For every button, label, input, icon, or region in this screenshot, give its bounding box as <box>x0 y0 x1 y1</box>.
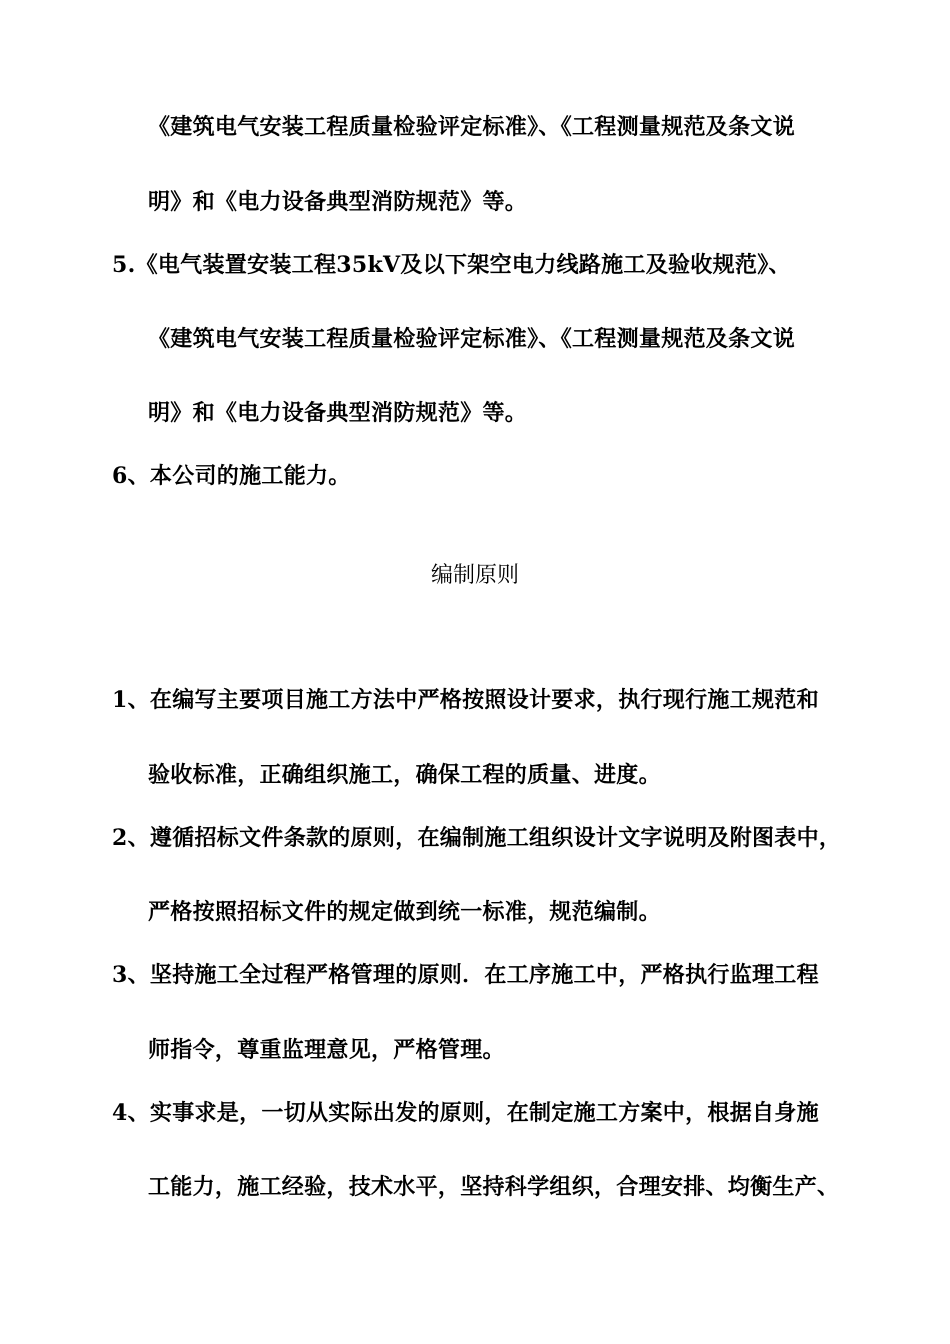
list-item-3: 3、坚持施工全过程严格管理的原则．在工序施工中，严格执行监理工程 <box>112 962 819 988</box>
list-item-2: 2、遵循招标文件条款的原则，在编制施工组织设计文字说明及附图表中， <box>112 825 842 851</box>
list-item-6: 6、本公司的施工能力。 <box>112 463 351 489</box>
list-item-1: 1、在编写主要项目施工方法中严格按照设计要求，执行现行施工规范和 <box>112 687 819 713</box>
paragraph-line: 《建筑电气安装工程质量检验评定标准》、《工程测量规范及条文说 <box>148 326 796 352</box>
paragraph-line: 工能力，施工经验，技术水平，坚持科学组织，合理安排、均衡生产、 <box>148 1174 840 1200</box>
paragraph-line: 师指令，尊重监理意见，严格管理。 <box>148 1037 505 1063</box>
list-item-5: 5.《电气装置安装工程35kV及以下架空电力线路施工及验收规范》、 <box>112 252 791 278</box>
list-item-4: 4、实事求是，一切从实际出发的原则，在制定施工方案中，根据自身施 <box>112 1100 819 1126</box>
paragraph-line: 明》和《电力设备典型消防规范》等。 <box>148 189 528 215</box>
paragraph-line: 明》和《电力设备典型消防规范》等。 <box>148 400 528 426</box>
paragraph-line: 严格按照招标文件的规定做到统一标准，规范编制。 <box>148 899 661 925</box>
section-heading: 编制原则 <box>430 563 519 588</box>
paragraph-line: 验收标准，正确组织施工，确保工程的质量、进度。 <box>148 762 661 788</box>
paragraph-line: 《建筑电气安装工程质量检验评定标准》、《工程测量规范及条文说 <box>148 114 796 140</box>
